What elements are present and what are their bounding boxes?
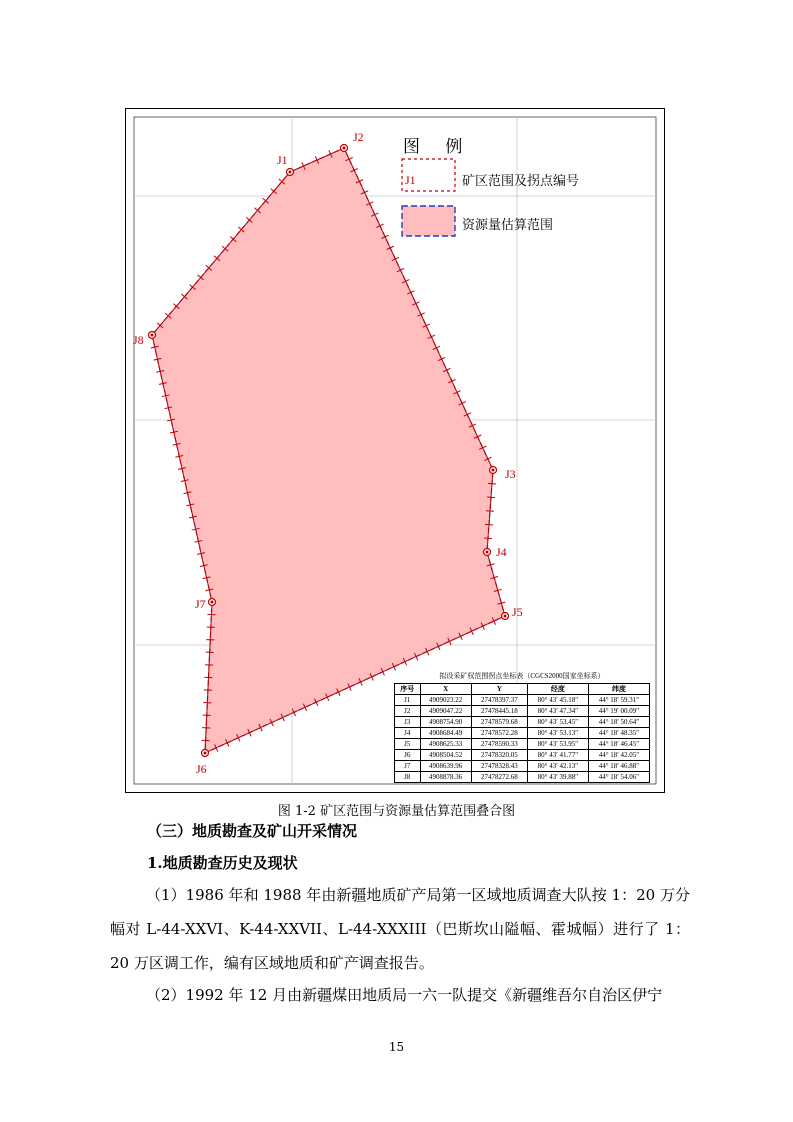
table-row: [395, 728, 650, 739]
cell-id: J2: [395, 706, 421, 717]
header-latitude: 纬度: [588, 684, 649, 695]
paragraph-2: [110, 978, 690, 1012]
boundary-tick: [485, 524, 493, 525]
cell-latitude: 44° 18′ 46.88″: [588, 761, 649, 772]
vertex-dot: [492, 469, 495, 472]
section-heading: （三）地质勘查及矿山开采情况: [147, 822, 358, 840]
table-row: [395, 750, 650, 761]
cell-y: 27478572.28: [471, 728, 527, 739]
coordinate-table-header-row: [395, 684, 650, 695]
legend-resource-label: 资源量估算范围: [462, 218, 554, 233]
point-label-j8: J8: [133, 333, 144, 347]
legend-title: 图 例: [403, 137, 473, 157]
subsection-heading: 1.地质勘查历史及现状: [147, 854, 298, 872]
cell-longitude: 80° 43′ 39.88″: [527, 772, 588, 783]
point-label-j4: J4: [496, 545, 507, 559]
boundary-tick: [487, 497, 495, 498]
table-row: [395, 695, 650, 706]
cell-x: 4908504.52: [420, 750, 471, 761]
header-x: X: [420, 684, 471, 695]
point-label-j3: J3: [505, 467, 516, 481]
cell-longitude: 80° 43′ 53.95″: [527, 739, 588, 750]
vertex-dot: [486, 551, 489, 554]
page-number: 15: [388, 1040, 405, 1054]
table-row: [395, 761, 650, 772]
table-row: [395, 706, 650, 717]
header-index: 序号: [395, 684, 421, 695]
cell-id: J1: [395, 695, 421, 706]
boundary-tick: [486, 511, 494, 512]
cell-x: 4909023.22: [420, 695, 471, 706]
cell-latitude: 44° 18′ 50.64″: [588, 717, 649, 728]
paragraph-1-text: （1）1986 年和 1988 年由新疆地质矿产局第一区域地质调查大队按 1：20 万分幅对 L-44-XXVI、K-44-XXVII、L-44-XXXIII（巴斯坎山隘幅、霍城幅）进行了 1：20 万区调工作，编有区域地质和矿产调查报告。: [110, 886, 690, 972]
coordinate-table: [394, 671, 650, 783]
header-longitude: 经度: [527, 684, 588, 695]
cell-x: 4908754.90: [420, 717, 471, 728]
cell-x: 4909047.22: [420, 706, 471, 717]
point-label-j2: J2: [353, 130, 364, 144]
cell-latitude: 44° 18′ 48.35″: [588, 728, 649, 739]
cell-longitude: 80° 43′ 53.45″: [527, 717, 588, 728]
legend-boundary-label: 矿区范围及拐点编号: [462, 174, 580, 189]
cell-latitude: 44° 19′ 00.09″: [588, 706, 649, 717]
paragraph-2-text: （2）1992 年 12 月由新疆煤田地质局一六一队提交《新疆维吾尔自治区伊宁: [146, 986, 663, 1004]
cell-longitude: 80° 43′ 45.18″: [527, 695, 588, 706]
cell-latitude: 44° 18′ 54.06″: [588, 772, 649, 783]
cell-y: 27478320.05: [471, 750, 527, 761]
cell-longitude: 80° 43′ 47.34″: [527, 706, 588, 717]
cell-x: 4908639.96: [420, 761, 471, 772]
table-row: [395, 717, 650, 728]
table-row: [395, 772, 650, 783]
cell-id: J6: [395, 750, 421, 761]
cell-x: 4908684.49: [420, 728, 471, 739]
vertex-dot: [151, 334, 154, 337]
boundary-tick: [488, 483, 496, 484]
header-y: Y: [471, 684, 527, 695]
legend-sample-point: J1: [405, 173, 416, 187]
boundary-tick: [484, 538, 492, 539]
vertex-dot: [289, 171, 292, 174]
cell-latitude: 44° 18′ 46.45″: [588, 739, 649, 750]
point-label-j1: J1: [277, 153, 288, 167]
vertex-dot: [204, 752, 207, 755]
cell-latitude: 44° 18′ 42.05″: [588, 750, 649, 761]
legend-resource-swatch: [402, 206, 455, 236]
cell-y: 27478272.68: [471, 772, 527, 783]
cell-x: 4908878.36: [420, 772, 471, 783]
cell-longitude: 80° 43′ 53.13″: [527, 728, 588, 739]
vertex-dot: [504, 615, 507, 618]
cell-latitude: 44° 18′ 59.31″: [588, 695, 649, 706]
cell-id: J3: [395, 717, 421, 728]
cell-id: J7: [395, 761, 421, 772]
cell-y: 27478397.37: [471, 695, 527, 706]
cell-y: 27478579.68: [471, 717, 527, 728]
cell-id: J4: [395, 728, 421, 739]
point-label-j6: J6: [196, 762, 207, 776]
coordinate-table-caption: 拟设采矿权范围拐点坐标表（CGCS2000国家坐标系）: [439, 672, 605, 680]
cell-y: 27478590.33: [471, 739, 527, 750]
cell-id: J5: [395, 739, 421, 750]
cell-y: 27478328.43: [471, 761, 527, 772]
table-row: [395, 739, 650, 750]
cell-y: 27478445.18: [471, 706, 527, 717]
point-label-j7: J7: [195, 597, 206, 611]
paragraph-1: [110, 878, 690, 980]
figure-caption: 图 1-2 矿区范围与资源量估算范围叠合图: [277, 804, 516, 819]
vertex-dot: [343, 147, 346, 150]
point-label-j5: J5: [512, 605, 523, 619]
cell-id: J8: [395, 772, 421, 783]
vertex-dot: [211, 601, 214, 604]
cell-longitude: 80° 43′ 42.13″: [527, 761, 588, 772]
cell-longitude: 80° 43′ 41.77″: [527, 750, 588, 761]
cell-x: 4908625.33: [420, 739, 471, 750]
